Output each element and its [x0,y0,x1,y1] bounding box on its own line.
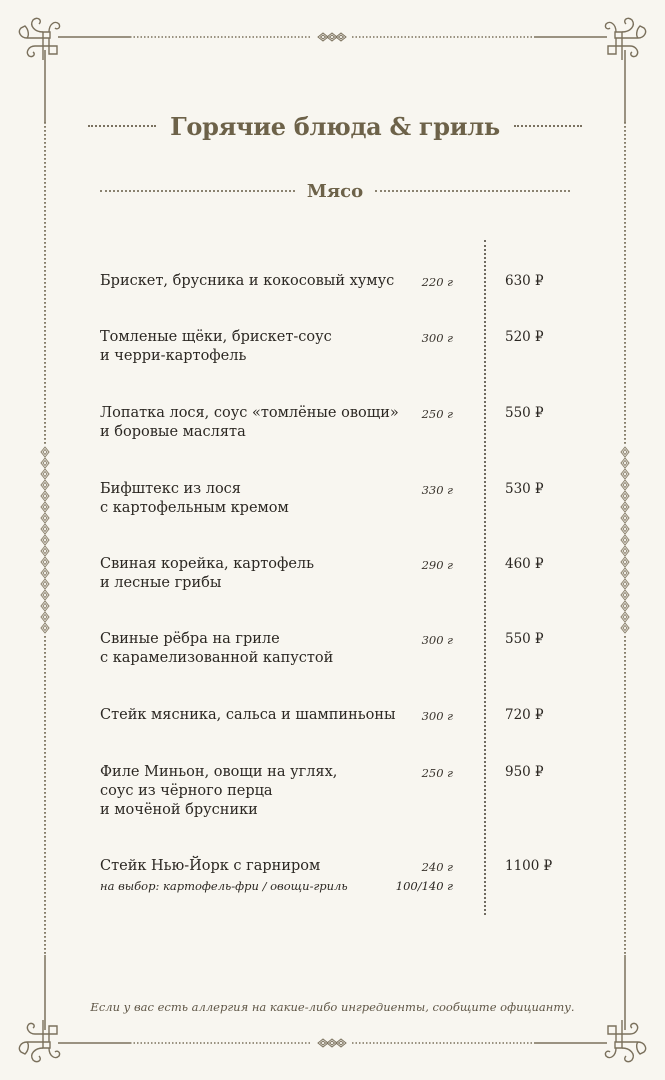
dish-price: 550 ₽ [505,631,544,647]
dish-name: Бифштекс из лося с картофельным кремом [100,481,289,516]
section-dots-right [375,190,570,192]
dish-price: 720 ₽ [505,707,544,723]
dish-weight: 300 г [421,331,453,345]
dish-name: Лопатка лося, соус «томлёные овощи» и боровые маслята [100,405,399,440]
corner-flourish-icon [19,1020,59,1062]
dish-name: Томленые щёки, брискет-соус и черри-картофель [100,329,332,364]
page-title: Горячие блюда & гриль [170,111,500,141]
title-dots-right [514,125,582,127]
dish-weight: 300 г [421,633,453,647]
section-heading: Мясо [306,180,364,202]
dish-weight: 290 г [421,558,453,572]
dish-name: Свиные рёбра на гриле с карамелизованной капустой [100,631,334,666]
side-dish-weight: 100/140 г [395,879,453,893]
dish-price: 550 ₽ [505,405,544,421]
dish-weight: 300 г [421,709,453,723]
dish-name: Свиная корейка, картофель и лесные грибы [100,556,315,591]
dish-price: 530 ₽ [505,481,544,497]
dish-name: Стейк Нью-Йорк с гарниром [100,858,321,874]
dish-price: 950 ₽ [505,764,544,780]
dish-weight: 330 г [421,483,453,497]
dish-price: 520 ₽ [505,329,544,345]
dish-weight: 220 г [421,275,453,289]
corner-flourish-icon [19,18,59,60]
price-column-divider [484,240,486,915]
dish-price: 630 ₽ [505,273,544,289]
dish-weight: 250 г [421,407,453,421]
section-dots-left [100,190,295,192]
dish-name: Стейк мясника, сальса и шампиньоны [100,707,396,723]
allergy-note: Если у вас есть аллергия на какие-либо ингредиенты, сообщите официанту. [90,1000,575,1014]
dish-weight: 250 г [421,766,453,780]
side-dish-options: на выбор: картофель-фри / овощи-гриль [100,879,348,893]
dish-name: Брискет, брусника и кокосовый хумус [100,273,395,289]
dish-price: 460 ₽ [505,556,544,572]
dish-weight: 240 г [421,860,453,874]
page-title-row [100,106,570,146]
section-heading-row [100,178,570,204]
dish-price: 1100 ₽ [505,858,553,874]
title-dots-left [88,125,156,127]
dish-name: Филе Миньон, овощи на углях, соус из чёрного перца и мочёной брусники [100,764,338,818]
